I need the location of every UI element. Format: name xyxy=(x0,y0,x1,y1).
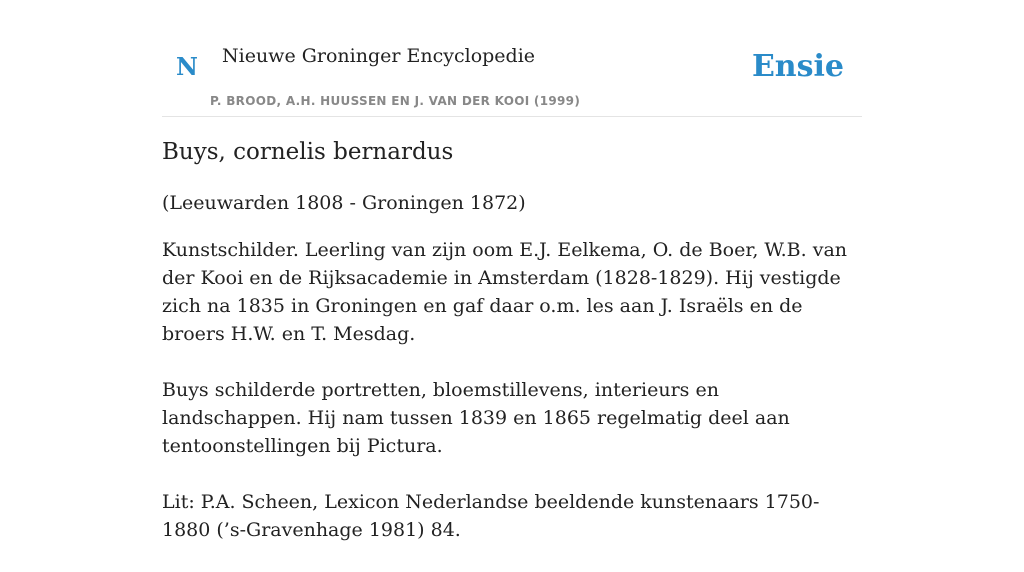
entry-paragraph: Kunstschilder. Leerling van zijn oom E.J. Eelkema, O. de Boer, W.B. van der Kooi en de Rijksacademie in Amsterdam (1828-1829). Hij vestigde zich na 1835 in Groningen en gaf daar o.m. les aan J. Israëls en de broers H.W. en T. Mesdag. xyxy=(162,239,848,346)
entry-title: Buys, cornelis bernardus xyxy=(162,139,454,165)
entry-literature: Lit: P.A. Scheen, Lexicon Nederlandse beeldende kunstenaars 1750-1880 (’s-Gravenhage 1981) 84. xyxy=(162,491,820,542)
source-title-link[interactable]: Nieuwe Groninger Encyclopedie xyxy=(222,45,536,67)
entry-lifespan: (Leeuwarden 1808 - Groningen 1872) xyxy=(162,191,526,214)
source-authors: P. BROOD, A.H. HUUSSEN EN J. VAN DER KOOI (1999) xyxy=(210,94,581,108)
entry-content xyxy=(162,138,862,572)
source-header xyxy=(162,0,862,117)
ensie-logo-link[interactable]: Ensie xyxy=(751,49,844,84)
entry-paragraph: Buys schilderde portretten, bloemstillevens, interieurs en landschappen. Hij nam tussen 1839 en 1865 regelmatig deel aan tentoonstellingen bij Pictura. xyxy=(162,379,790,458)
source-logo[interactable]: N xyxy=(176,52,198,81)
